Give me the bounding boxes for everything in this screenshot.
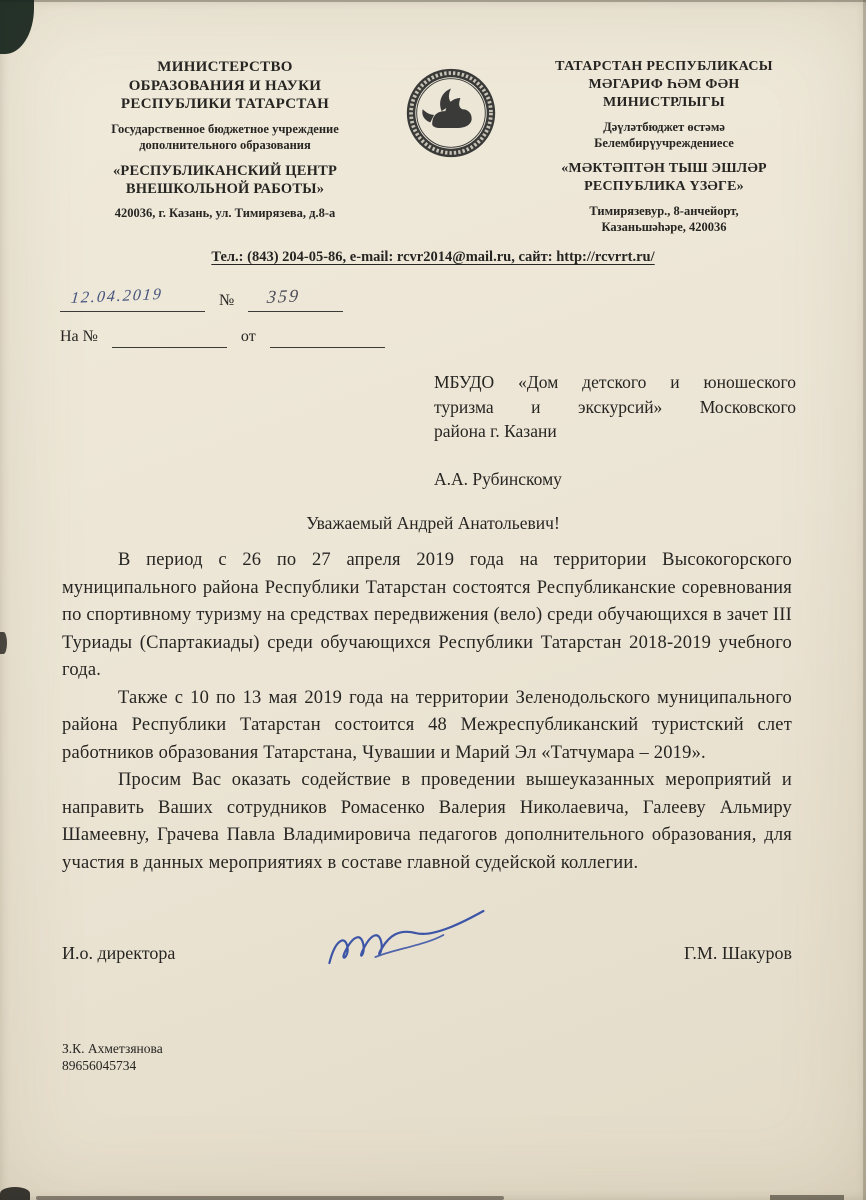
- number-sign-label: №: [219, 292, 235, 309]
- handwritten-signature-icon: [315, 905, 495, 990]
- reference-block: [60, 282, 866, 348]
- org-type-ru-line1: Государственное бюджетное учреждение: [111, 121, 339, 136]
- scan-artifact-corner-bottom-left: [0, 1187, 30, 1200]
- org-type-ru-line2: дополнительного образования: [139, 137, 311, 152]
- scan-artifact-bottom-right: [770, 1195, 844, 1200]
- scan-artifact-bottom-edge: [36, 1196, 504, 1200]
- body-paragraph-1: В период с 26 по 27 апреля 2019 года на территории Высокогорского муниципального района Республики Татарстан состоятся Республиканские соревнования по спортивному туризму на средствах передвижения (вело) среди обучающихся в зачет III Туриады (Спартакиады) среди обучающихся Республики Татарстан 2018-2019 учебного года.: [62, 550, 792, 680]
- tatarstan-emblem-icon: [404, 58, 500, 165]
- reply-number-blank-line: [112, 321, 227, 348]
- recipient-org-line3: района г. Казани: [434, 421, 557, 441]
- date-blank-line: [60, 285, 205, 312]
- reply-to-label: На №: [60, 328, 98, 345]
- org-address-ru: 420036, г. Казань, ул. Тимирязева, д.8-а: [114, 205, 336, 220]
- from-label: от: [240, 328, 256, 345]
- org-name-tt-line2: РЕСПУБЛИКА ҮЗӘГЕ»: [584, 179, 744, 194]
- org-type-tt-line1: Дәүләтбюджет өстәмә: [603, 120, 725, 134]
- body-paragraph-3: Просим Вас оказать содействие в проведении вышеуказанных мероприятий и направить Ваших сотрудников Ромасенко Валерия Николаевича, Галееву Альмиру Шамеевну, Грачева Павла Владимировича педагогов дополнительного образования, для участия в данных мероприятиях в составе главной судейской коллегии.: [62, 770, 792, 873]
- ministry-name-tt-line2: МӘГАРИФ ҺӘМ ФӘН: [588, 77, 740, 92]
- recipient-org-line1: МБУДО «Дом детского и юношеского: [434, 372, 796, 392]
- ministry-name-ru-line2: ОБРАЗОВАНИЯ И НАУКИ: [128, 77, 322, 94]
- recipient-block: [434, 370, 796, 491]
- org-address-tt-line2: Казаньшәһәре, 420036: [601, 220, 727, 234]
- salutation: Уважаемый Андрей Анатольевич!: [306, 513, 560, 533]
- incoming-reference-row: [60, 318, 866, 348]
- ministry-name-tt-line3: МИНИСТРЛЫГЫ: [603, 95, 725, 110]
- reply-date-blank-line: [270, 321, 385, 348]
- org-name-ru-line2: ВНЕШКОЛЬНОЙ РАБОТЫ»: [125, 180, 325, 197]
- org-name-ru-line1: «РЕСПУБЛИКАНСКИЙ ЦЕНТР: [112, 162, 338, 179]
- letterhead-russian: [60, 58, 390, 221]
- handwritten-date: 12.04.2019: [70, 285, 164, 307]
- handwritten-number: 359: [266, 285, 302, 307]
- number-blank-line: [248, 285, 343, 312]
- executor-name: З.К. Ахметзянова: [62, 1041, 163, 1056]
- contact-line: Тел.: (843) 204-05-86, e-mail: rcvr2014@mail.ru, сайт: http://rcvrrt.ru/: [211, 249, 655, 265]
- executor-phone: 89656045734: [62, 1058, 137, 1073]
- recipient-org-line2: туризма и экскурсий» Московского: [434, 396, 796, 417]
- org-address-tt-line1: Тимирязевур., 8-анчейорт,: [589, 204, 739, 218]
- org-type-tt-line2: Белембирүучреждениесе: [594, 136, 734, 150]
- recipient-person: А.А. Рубинскому: [434, 468, 562, 489]
- signer-position: И.о. директора: [62, 942, 176, 963]
- ministry-name-ru-line1: МИНИСТЕРСТВО: [157, 59, 293, 75]
- ministry-name-ru-line3: РЕСПУБЛИКИ ТАТАРСТАН: [120, 96, 330, 112]
- outgoing-reference-row: [60, 282, 866, 312]
- signature-row: [62, 923, 792, 983]
- letter-body: [62, 547, 792, 877]
- letterhead-tatar: [514, 58, 814, 235]
- body-paragraph-2: Также с 10 по 13 мая 2019 года на территории Зеленодольского муниципального района Республики Татарстан состоится 48 Межреспубликанский туристский слет работников образования Татарстана, Чувашии и Марий Эл «Татчумара – 2019».: [62, 687, 792, 763]
- executor-block: [62, 1040, 163, 1074]
- signer-name: Г.М. Шакуров: [683, 942, 792, 963]
- letterhead: [0, 0, 866, 235]
- scan-artifact-left-edge: [0, 632, 7, 654]
- ministry-name-tt-line1: ТАТАРСТАН РЕСПУБЛИКАСЫ: [555, 59, 773, 74]
- org-name-tt-line1: «МӘКТӘПТӘН ТЫШ ЭШЛӘР: [561, 161, 767, 176]
